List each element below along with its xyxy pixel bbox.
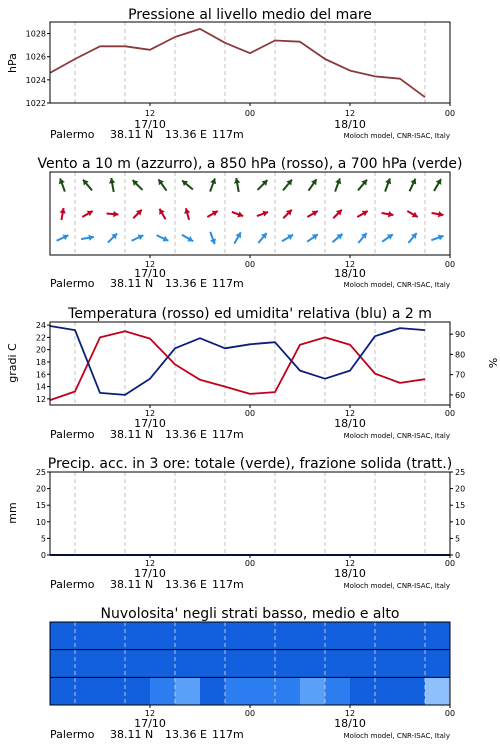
y-tick-label: 22 (35, 333, 46, 343)
date-label: 18/10 (334, 267, 366, 280)
location-name: Palermo (50, 578, 95, 591)
wind-arrow (382, 211, 394, 217)
wind-arrow (282, 234, 293, 241)
x-tick-label: 00 (244, 559, 256, 568)
panel-title: Vento a 10 m (azzurro), a 850 hPa (rosso), a 700 hPa (verde) (37, 156, 463, 172)
y-tick-label: 1026 (25, 52, 46, 62)
cloud-cell (343, 650, 370, 678)
wind-arrow (83, 180, 92, 191)
panel-title: Pressione al livello medio del mare (128, 7, 372, 23)
wind-arrow (158, 179, 166, 190)
wind-arrow (234, 232, 241, 243)
location-elevation: 117m (212, 728, 244, 741)
cloud-cell (250, 677, 276, 705)
plot-frame (50, 472, 450, 555)
cloud-cell (350, 677, 376, 705)
x-tick-label: 00 (444, 709, 456, 718)
wind-arrow (283, 180, 292, 191)
y-tick-label: 16 (35, 370, 46, 380)
cloud-cell (103, 650, 130, 678)
cloud-cell (103, 622, 130, 650)
y-tick-label: 25 (35, 468, 46, 477)
wind-arrow (410, 179, 417, 192)
wind-arrow (210, 232, 216, 244)
y-tick-label: 24 (35, 321, 46, 331)
cloud-cell (300, 677, 326, 705)
wind-arrow (81, 235, 94, 241)
date-label: 17/10 (134, 118, 166, 131)
cloud-cell (275, 677, 301, 705)
location-elevation: 117m (212, 128, 244, 141)
wind-arrow (382, 234, 393, 241)
location-lat: 38.11 N (110, 578, 154, 591)
wind-arrow (210, 178, 216, 191)
x-tick-label: 12 (344, 409, 356, 418)
x-tick-label: 12 (144, 709, 156, 718)
y-tick-label: 15 (35, 501, 46, 511)
cloud-cell (317, 650, 344, 678)
wind-arrow (133, 210, 141, 218)
wind-arrow (184, 208, 190, 220)
y-tick-label: 1022 (25, 99, 46, 108)
cloud-cell (263, 650, 290, 678)
x-tick-label: 00 (444, 409, 456, 418)
x-tick-label: 00 (244, 109, 256, 118)
cloud-cell (263, 622, 290, 650)
cloud-cell (290, 650, 317, 678)
x-tick-label: 12 (344, 109, 356, 118)
cloud-cell (100, 677, 126, 705)
wind-arrow (132, 234, 144, 240)
wind-arrow (335, 178, 341, 191)
wind-arrow (157, 235, 169, 241)
location-name: Palermo (50, 128, 95, 141)
cloud-cell (157, 622, 184, 650)
wind-arrow (234, 178, 240, 192)
location-lat: 38.11 N (110, 728, 154, 741)
y-tick-label-right: 70 (455, 370, 466, 380)
date-label: 17/10 (134, 567, 166, 580)
location-name: Palermo (50, 728, 95, 741)
pressure-line (50, 29, 425, 97)
wind-arrow (107, 211, 119, 217)
wind-arrow (159, 209, 165, 219)
cloud-cell (397, 622, 424, 650)
model-credit: Moloch model, CNR-ISAC, Italy (343, 281, 450, 289)
cloud-cell (175, 677, 201, 705)
wind-arrow (307, 211, 317, 217)
wind-arrow (57, 234, 69, 240)
model-credit: Moloch model, CNR-ISAC, Italy (343, 582, 450, 590)
date-label: 18/10 (334, 417, 366, 430)
x-tick-label: 12 (144, 260, 156, 269)
wind-arrow (258, 180, 268, 190)
cloud-cell (343, 622, 370, 650)
location-elevation: 117m (212, 277, 244, 290)
location-name: Palermo (50, 277, 95, 290)
cloud-cell (157, 650, 184, 678)
location-elevation: 117m (212, 428, 244, 441)
panel-title: Temperatura (rosso) ed umidita' relativa (blu) a 2 m (68, 306, 432, 322)
cloud-cell (150, 677, 176, 705)
y-tick-label: 1028 (25, 29, 46, 39)
location-lat: 38.11 N (110, 277, 154, 290)
cloud-cell (423, 650, 450, 678)
wind-arrow (357, 211, 367, 217)
x-tick-label: 00 (444, 260, 456, 269)
cloud-cell (77, 650, 104, 678)
location-lon: 13.36 E (165, 578, 207, 591)
model-credit: Moloch model, CNR-ISAC, Italy (343, 732, 450, 740)
x-tick-label: 00 (444, 559, 456, 568)
cloud-cell (375, 677, 401, 705)
date-label: 18/10 (334, 567, 366, 580)
wind-arrow (108, 233, 117, 242)
cloud-cell (50, 650, 77, 678)
panel-title: Precip. acc. in 3 ore: totale (verde), frazione solida (tratt.) (47, 456, 453, 472)
cloud-cell (397, 650, 424, 678)
wind-arrow (432, 211, 444, 217)
date-label: 18/10 (334, 118, 366, 131)
y-tick-label: 0 (40, 551, 46, 560)
location-lat: 38.11 N (110, 428, 154, 441)
panel-3 (6, 306, 499, 441)
wind-arrow (333, 210, 341, 218)
wind-arrow (60, 208, 66, 220)
cloud-cell (225, 677, 251, 705)
x-tick-label: 12 (144, 559, 156, 568)
cloud-cell (210, 650, 237, 678)
panel-title: Nuvolosita' negli strati basso, medio e alto (100, 606, 400, 622)
cloud-cell (425, 677, 451, 705)
cloud-cell (210, 622, 237, 650)
wind-arrow (182, 181, 193, 190)
x-tick-label: 12 (144, 109, 156, 118)
cloud-cell (75, 677, 101, 705)
y-axis-label-right: % (486, 357, 499, 369)
location-name: Palermo (50, 428, 95, 441)
wind-arrow (431, 234, 443, 240)
cloud-cell (125, 677, 151, 705)
wind-arrow (408, 233, 416, 243)
x-tick-label: 12 (344, 559, 356, 568)
date-label: 17/10 (134, 417, 166, 430)
y-axis-label: mm (6, 502, 19, 524)
x-tick-label: 12 (344, 260, 356, 269)
wind-arrow (257, 211, 268, 217)
plot-frame (50, 22, 450, 103)
y-tick-label: 12 (35, 394, 46, 404)
cloud-cell (183, 650, 210, 678)
cloud-cell (130, 650, 157, 678)
y-tick-label: 10 (35, 517, 46, 527)
x-tick-label: 00 (244, 409, 256, 418)
date-label: 17/10 (134, 267, 166, 280)
wind-arrow (358, 233, 366, 243)
y-axis-label: gradi C (6, 343, 19, 383)
location-lon: 13.36 E (165, 128, 207, 141)
model-credit: Moloch model, CNR-ISAC, Italy (343, 132, 450, 140)
x-tick-label: 00 (444, 109, 456, 118)
x-tick-label: 12 (344, 709, 356, 718)
cloud-cell (77, 622, 104, 650)
cloud-cell (183, 622, 210, 650)
cloud-cell (370, 650, 397, 678)
location-elevation: 117m (212, 578, 244, 591)
wind-arrow (59, 178, 65, 191)
y-tick-label-right: 25 (455, 468, 466, 477)
wind-arrow (308, 179, 316, 190)
panel-2 (37, 156, 462, 290)
x-tick-label: 00 (244, 709, 256, 718)
cloud-cell (237, 650, 264, 678)
y-tick-label: 14 (35, 382, 46, 392)
x-tick-label: 12 (144, 409, 156, 418)
location-lon: 13.36 E (165, 277, 207, 290)
y-tick-label-right: 15 (455, 501, 466, 511)
wind-arrow (207, 211, 217, 217)
wind-arrow (258, 233, 266, 243)
y-tick-label: 5 (40, 534, 46, 544)
cloud-cell (130, 622, 157, 650)
y-tick-label-right: 5 (455, 534, 461, 544)
panel-1 (6, 7, 455, 141)
y-tick-label: 18 (35, 357, 46, 367)
location-lon: 13.36 E (165, 728, 207, 741)
cloud-cell (423, 622, 450, 650)
wind-arrow (358, 180, 367, 191)
cloud-cell (370, 622, 397, 650)
wind-arrow (232, 211, 243, 217)
wind-arrow (407, 211, 417, 217)
y-tick-label-right: 80 (455, 350, 466, 360)
panel-5 (50, 606, 455, 741)
y-tick-label: 20 (35, 484, 46, 494)
wind-arrow (283, 210, 291, 218)
y-axis-label: hPa (6, 53, 19, 73)
cloud-cell (237, 622, 264, 650)
x-tick-label: 00 (244, 260, 256, 269)
wind-arrow (182, 235, 193, 242)
cloud-cell (317, 622, 344, 650)
cloud-cell (50, 622, 77, 650)
cloud-cell (325, 677, 351, 705)
wind-arrow (109, 178, 115, 192)
y-tick-label: 20 (35, 345, 46, 355)
y-tick-label-right: 60 (455, 390, 466, 400)
panel-4 (6, 456, 465, 591)
y-tick-label-right: 10 (455, 517, 466, 527)
y-tick-label-right: 0 (455, 551, 461, 560)
wind-arrow (333, 234, 343, 242)
y-tick-label-right: 90 (455, 330, 466, 340)
temperature-line (50, 331, 425, 400)
wind-arrow (434, 179, 441, 191)
wind-arrow (133, 180, 143, 190)
model-credit: Moloch model, CNR-ISAC, Italy (343, 432, 450, 440)
cloud-cell (290, 622, 317, 650)
cloud-cell (400, 677, 426, 705)
cloud-cell (50, 677, 76, 705)
date-label: 18/10 (334, 717, 366, 730)
y-tick-label: 1024 (25, 75, 46, 85)
wind-arrow (82, 211, 92, 217)
wind-arrow (307, 234, 318, 241)
location-lat: 38.11 N (110, 128, 154, 141)
location-lon: 13.36 E (165, 428, 207, 441)
date-label: 17/10 (134, 717, 166, 730)
y-tick-label-right: 20 (455, 484, 466, 494)
cloud-cell (200, 677, 226, 705)
wind-arrow (385, 178, 391, 191)
